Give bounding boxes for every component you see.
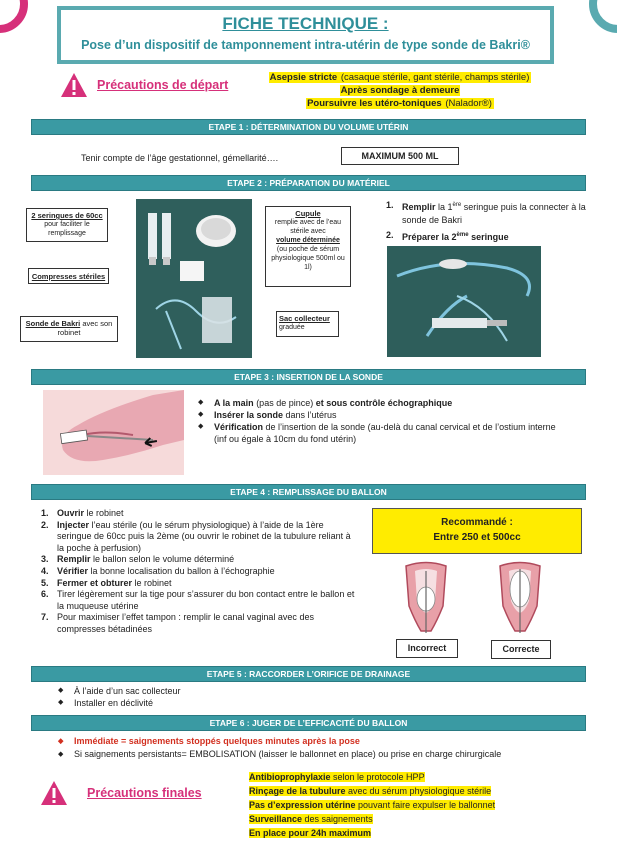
page-title: FICHE TECHNIQUE : bbox=[222, 14, 389, 33]
step4-item: 2. Injecter l’eau stérile (ou le sérum physiologique) à l’aide de la 1ère seringue de 60cc puis la 2ème (ou ouvrir le robinet de la tubulure reliant à la poche à perfusion) bbox=[41, 519, 351, 553]
step5-list bbox=[58, 685, 458, 709]
step2-list: 1. Remplir la 1ère seringue puis la connecter à la sonde de Bakri 2. Préparer la 2ème seringue bbox=[386, 200, 586, 242]
incorrect-label: Incorrect bbox=[396, 639, 458, 658]
final-precautions-list: Antibioprophylaxie selon le protocole HPP Rinçage de la tubulure avec du sérum physiologique stérile Pas d’expression utérine pouvant faire expulser le ballonnet Surveillance des saignements En place pour 24h maximum bbox=[249, 772, 496, 838]
warning-icon bbox=[40, 780, 68, 806]
step4-item: 1. Ouvrir le robinet bbox=[41, 508, 124, 518]
recommended-box bbox=[372, 508, 582, 554]
step4-list bbox=[41, 508, 359, 636]
title-box bbox=[57, 6, 554, 64]
warning-icon bbox=[60, 72, 88, 98]
step3-item: ◆ Vérification de l’insertion de la sonde (au-delà du canal cervical et de l’ostium interne (inf ou égale à 10cm du fond utérin) bbox=[198, 421, 568, 445]
step3-header: ETAPE 3 : INSERTION DE LA SONDE bbox=[31, 369, 586, 385]
step5-item: ◆ À l’aide d’un sac collecteur bbox=[58, 685, 458, 697]
final-precautions-label: Précautions finales bbox=[87, 786, 202, 800]
label-syringes: 2 seringues de 60cc pour faciliter le remplissage bbox=[26, 208, 108, 242]
step3-item: ◆ A la main (pas de pince) et sous contrôle échographique bbox=[198, 397, 568, 409]
step5-header: ETAPE 5 : RACCORDER L’ORIFICE DE DRAINAGE bbox=[31, 666, 586, 682]
step6-header: ETAPE 6 : JUGER DE L’EFFICACITÉ DU BALLON bbox=[31, 715, 586, 731]
step1-header: ETAPE 1 : DÉTERMINATION DU VOLUME UTÉRIN bbox=[31, 119, 586, 135]
corner-decoration-right bbox=[589, 0, 617, 33]
uterus-incorrect-image bbox=[401, 561, 451, 633]
start-precautions-list: Asepsie stricte (casaque stérile, gant stérile, champs stérile) Après sondage à demeure Poursuivre les utéro-toniques (Nalador®) bbox=[269, 72, 530, 109]
step4-item: 5. Fermer et obturer le robinet bbox=[41, 577, 172, 588]
step4-item: 6. Tirer légèrement sur la tige pour s’assurer du bon contact entre le ballon et la muqueuse utérine bbox=[41, 589, 355, 611]
step4-item: 4. Vérifier la bonne localisation du ballon à l’échographie bbox=[41, 565, 275, 576]
recommended-value: Entre 250 et 500cc bbox=[433, 532, 521, 543]
step3-item: ◆ Insérer la sonde dans l’utérus bbox=[198, 409, 568, 421]
step4-header: ETAPE 4 : REMPLISSAGE DU BALLON bbox=[31, 484, 586, 500]
step4-item: 3. Remplir le ballon selon le volume déterminé bbox=[41, 554, 235, 565]
step3-list bbox=[198, 397, 568, 445]
insertion-diagram bbox=[43, 390, 184, 475]
correct-label: Correcte bbox=[491, 640, 551, 659]
start-precautions-label: Précautions de départ bbox=[97, 78, 229, 92]
label-compresses: Compresses stériles bbox=[28, 268, 109, 284]
step6-item-immediate: ◆ Immédiate = saignements stoppés quelques minutes après la pose bbox=[58, 735, 598, 748]
label-cupule: Cupule remplie avec de l’eau stérile avec volume déterminée (ou poche de sérum physiologique 500ml ou 1l) bbox=[265, 206, 351, 287]
step2-header: ETAPE 2 : PRÉPARATION DU MATÉRIEL bbox=[31, 175, 586, 191]
step4-item: 7. Pour maximiser l’effet tampon : remplir le canal vaginal avec des compresses bétadinées bbox=[41, 612, 314, 634]
step1-max-volume: MAXIMUM 500 ML bbox=[341, 147, 459, 165]
corner-decoration-left bbox=[0, 0, 28, 33]
label-sonde: Sonde de Bakri avec son robinet bbox=[20, 316, 118, 342]
material-photo bbox=[136, 199, 252, 358]
step5-item: ◆ Installer en déclivité bbox=[58, 697, 458, 709]
step6-list bbox=[58, 735, 598, 761]
catheter-photo bbox=[387, 246, 541, 357]
uterus-correct-image bbox=[495, 561, 545, 633]
recommended-title: Recommandé : bbox=[441, 517, 513, 528]
step6-item-persistent: ◆ Si saignements persistants= EMBOLISATION (laisser le ballonnet en place) ou prise en charge chirurgicale bbox=[58, 748, 598, 761]
step1-text: Tenir compte de l’âge gestationnel, gémellarité…. bbox=[81, 153, 279, 163]
page-subtitle: Pose d’un dispositif de tamponnement intra-utérin de type sonde de Bakri® bbox=[81, 38, 530, 52]
label-sac-collecteur: Sac collecteur graduée bbox=[276, 311, 339, 337]
